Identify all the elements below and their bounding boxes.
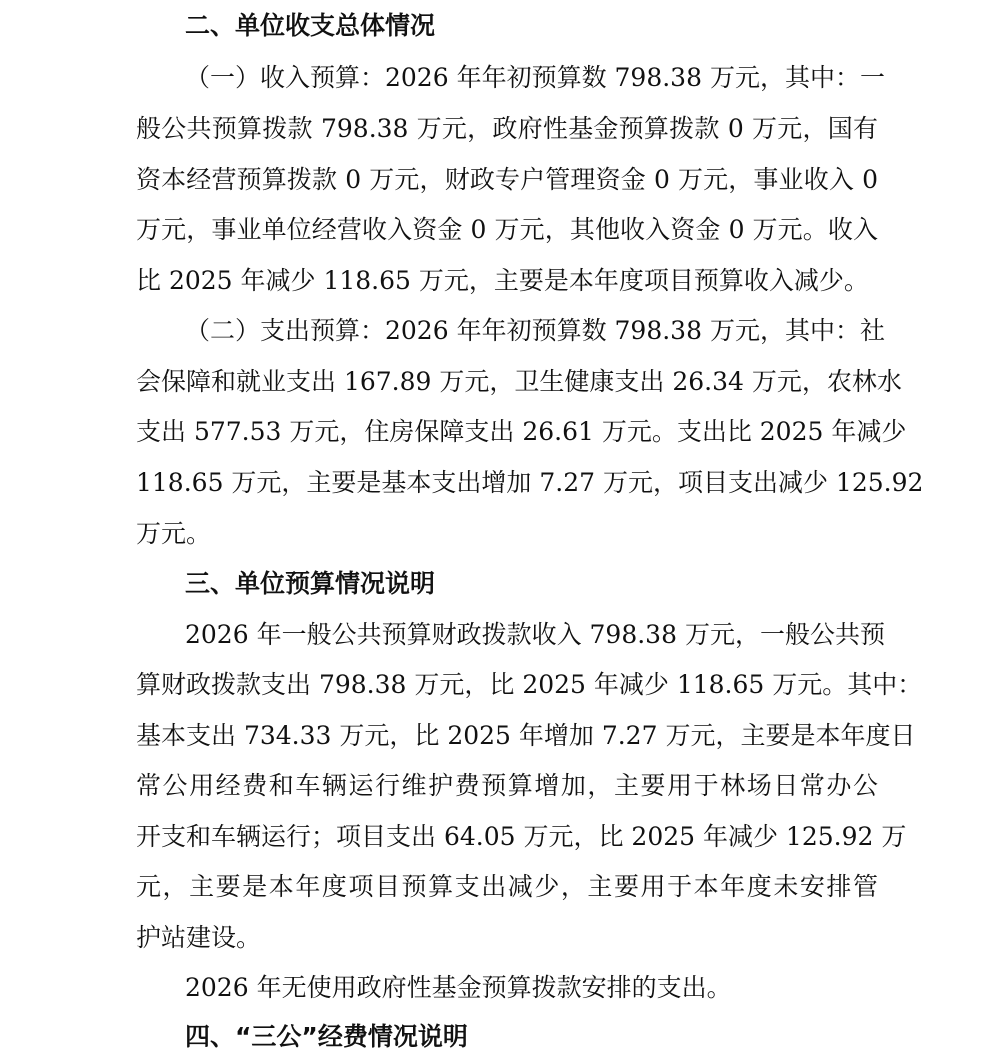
paragraph-line: （一）收入预算：2026 年年初预算数 798.38 万元，其中：一 [185, 63, 885, 92]
paragraph-line: 支出 577.53 万元，住房保障支出 26.61 万元。支出比 2025 年减少 [136, 417, 907, 446]
paragraph-line: 算财政拨款支出 798.38 万元，比 2025 年减少 118.65 万元。其中： [136, 670, 923, 699]
paragraph-line: 万元，事业单位经营收入资金 0 万元，其他收入资金 0 万元。收入 [136, 215, 878, 244]
paragraph-line: 万元。 [136, 519, 212, 548]
paragraph-line: 118.65 万元，主要是基本支出增加 7.27 万元，项目支出减少 125.92 [136, 468, 924, 497]
paragraph-line: 会保障和就业支出 167.89 万元，卫生健康支出 26.34 万元，农林水 [136, 367, 902, 396]
section-heading-2: 二、单位收支总体情况 [185, 11, 436, 40]
paragraph-line: 护站建设。 [136, 923, 262, 952]
section-heading-4: 四、“三公”经费情况说明 [185, 1022, 468, 1051]
paragraph-line: 般公共预算拨款 798.38 万元，政府性基金预算拨款 0 万元，国有 [136, 114, 878, 143]
paragraph-line: 常公用经费和车辆运行维护费预算增加，主要用于林场日常办公 [136, 771, 878, 800]
paragraph-line: 元，主要是本年度项目预算支出减少，主要用于本年度未安排管 [136, 872, 878, 901]
paragraph-line: 比 2025 年减少 118.65 万元，主要是本年度项目预算收入减少。 [136, 266, 869, 295]
paragraph-line: （二）支出预算：2026 年年初预算数 798.38 万元，其中：社 [185, 316, 885, 345]
section-heading-3: 三、单位预算情况说明 [185, 569, 436, 598]
paragraph-line: 基本支出 734.33 万元，比 2025 年增加 7.27 万元，主要是本年度日 [136, 721, 916, 750]
paragraph-line: 2026 年一般公共预算财政拨款收入 798.38 万元，一般公共预 [185, 620, 885, 649]
fund-paragraph: 2026 年无使用政府性基金预算拨款安排的支出。 [185, 973, 732, 1002]
paragraph-line: 资本经营预算拨款 0 万元，财政专户管理资金 0 万元，事业收入 0 [136, 165, 878, 194]
paragraph-line: 开支和车辆运行；项目支出 64.05 万元，比 2025 年减少 125.92 万 [136, 822, 907, 851]
